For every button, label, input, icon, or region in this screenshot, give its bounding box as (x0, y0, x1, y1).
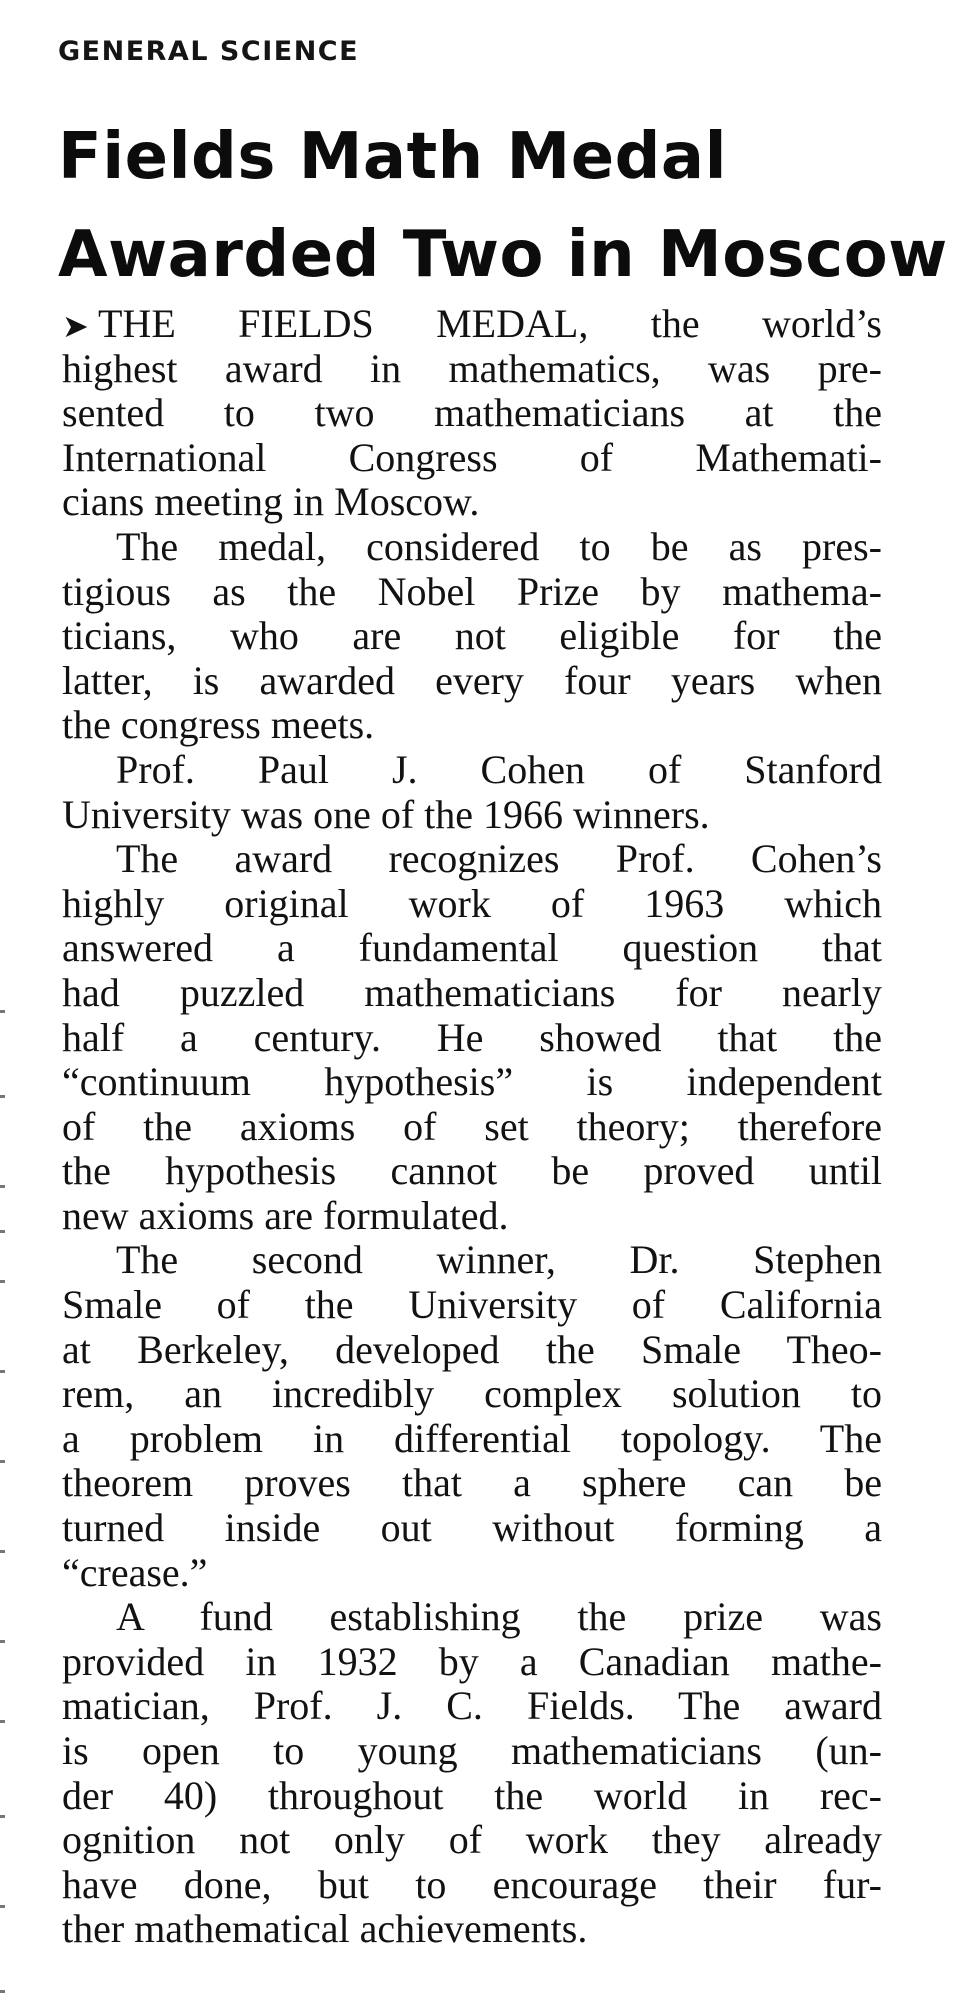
text-run: at Berkeley, developed the Smale Theo- (62, 1326, 882, 1372)
text-run: theorem proves that a sphere can be (62, 1460, 882, 1506)
text-run: provided in 1932 by a Canadian mathe- (62, 1638, 882, 1684)
text-run: highest award in mathematics, was pre- (62, 345, 882, 391)
text-line (62, 703, 882, 748)
text-run: The second winner, Dr. Stephen (116, 1237, 882, 1283)
headline-line: Fields Math Medal (58, 120, 728, 194)
text-line (62, 882, 882, 927)
paragraph (62, 1238, 882, 1595)
text-line (62, 1372, 882, 1417)
text-run: matician, Prof. J. C. Fields. The award (62, 1683, 882, 1729)
text-line (62, 570, 882, 615)
text-run: Prof. Paul J. Cohen of Stanford (116, 746, 882, 792)
margin-tick (0, 1185, 5, 1188)
text-line (62, 480, 882, 525)
text-line (62, 1461, 882, 1506)
text-line (62, 1863, 882, 1908)
text-run: ognition not only of work they already (62, 1817, 882, 1863)
margin-tick (0, 1720, 5, 1723)
text-line (62, 1238, 882, 1283)
text-run: the hypothesis cannot be proved until (62, 1148, 882, 1194)
text-run: new axioms are formulated. (62, 1192, 509, 1238)
text-run: der 40) throughout the world in rec- (62, 1772, 882, 1818)
paragraph (62, 837, 882, 1238)
margin-tick (0, 1460, 5, 1463)
text-run: ticians, who are not eligible for the (62, 613, 882, 659)
headline-line: Awarded Two in Moscow (58, 218, 948, 292)
text-line (62, 1818, 882, 1863)
text-run: International Congress of Mathemati- (62, 434, 882, 480)
text-run: had puzzled mathematicians for nearly (62, 969, 882, 1015)
article-body (62, 302, 882, 1952)
margin-tick (0, 1640, 5, 1643)
margin-tick (0, 1230, 5, 1233)
text-line (62, 1551, 882, 1596)
text-line (62, 525, 882, 570)
text-line (62, 347, 882, 392)
text-run: A fund establishing the prize was (116, 1594, 882, 1640)
text-line (62, 793, 882, 838)
text-run: THE FIELDS MEDAL, the world’s (98, 301, 882, 346)
text-line (62, 302, 882, 347)
text-run: answered a fundamental question that (62, 925, 882, 971)
text-run: is open to young mathematicians (un- (62, 1728, 882, 1773)
text-run: have done, but to encourage their fur- (62, 1861, 882, 1907)
text-run: a problem in differential topology. The (62, 1415, 882, 1461)
section-label: GENERAL SCIENCE (58, 36, 360, 67)
text-run: University was one of the 1966 winners. (62, 791, 710, 837)
margin-tick (0, 1010, 5, 1013)
text-line (62, 748, 882, 793)
text-run: tigious as the Nobel Prize by mathema- (62, 568, 882, 614)
text-line (62, 1060, 882, 1105)
text-run: the congress meets. (62, 702, 375, 748)
text-line (62, 1016, 882, 1061)
text-line (62, 926, 882, 971)
text-run: The medal, considered to be as pres- (116, 523, 882, 569)
margin-tick (0, 1990, 5, 1993)
text-line (62, 436, 882, 481)
text-run: The award recognizes Prof. Cohen’s (116, 836, 882, 882)
text-run: of the axioms of set theory; therefore (62, 1103, 882, 1149)
text-run: turned inside out without forming a (62, 1505, 882, 1551)
text-line (62, 1684, 882, 1729)
text-line (62, 614, 882, 659)
text-line (62, 1149, 882, 1194)
text-run: Smale of the University of California (62, 1282, 882, 1328)
margin-tick (0, 1550, 5, 1553)
text-line (62, 1194, 882, 1239)
text-run: half a century. He showed that the (62, 1014, 882, 1060)
text-line (62, 1907, 882, 1952)
paragraph (62, 748, 882, 837)
paragraph (62, 525, 882, 748)
text-run: highly original work of 1963 which (62, 880, 882, 926)
text-line (62, 1328, 882, 1373)
text-run: rem, an incredibly complex solution to (62, 1371, 882, 1417)
text-line (62, 1640, 882, 1685)
text-run: latter, is awarded every four years when (62, 657, 882, 703)
text-line (62, 1595, 882, 1640)
text-run: ther mathematical achievements. (62, 1906, 588, 1952)
text-run: cians meeting in Moscow. (62, 479, 480, 525)
text-run: “continuum hypothesis” is independent (62, 1059, 882, 1105)
text-line (62, 837, 882, 882)
text-line (62, 1417, 882, 1462)
text-line (62, 1729, 882, 1774)
text-line (62, 1774, 882, 1819)
text-line (62, 1105, 882, 1150)
margin-tick (0, 1370, 5, 1373)
margin-tick (0, 1815, 5, 1818)
text-line (62, 391, 882, 436)
text-run: sented to two mathematicians at the (62, 390, 882, 436)
text-line (62, 971, 882, 1016)
paragraph (62, 302, 882, 525)
lead-arrow-icon: ➤ (62, 307, 89, 345)
margin-tick (0, 1095, 5, 1098)
text-line (62, 1506, 882, 1551)
paragraph (62, 1595, 882, 1952)
text-line (62, 1283, 882, 1328)
text-line (62, 659, 882, 704)
margin-tick (0, 1905, 5, 1908)
margin-tick (0, 1280, 5, 1283)
headline (58, 108, 948, 304)
text-run: “crease.” (62, 1549, 208, 1595)
